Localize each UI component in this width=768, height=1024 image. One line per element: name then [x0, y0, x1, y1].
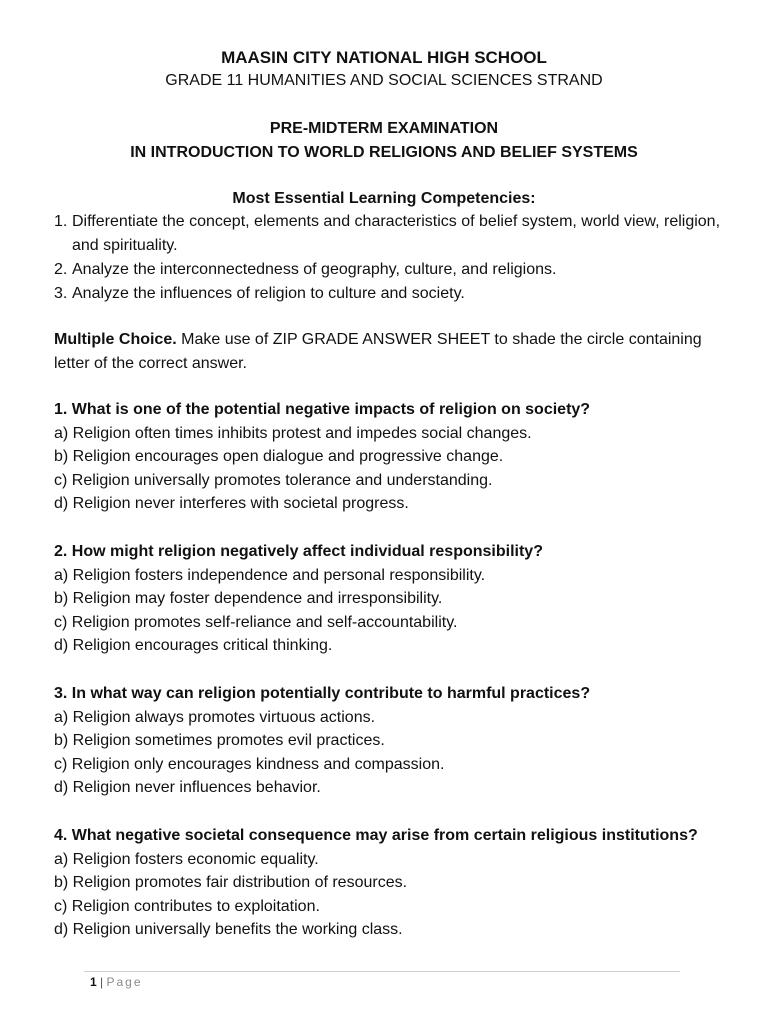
melc-title: Most Essential Learning Competencies: [232, 190, 536, 207]
question-block [54, 682, 714, 800]
answer-option: c) Religion contributes to exploitation. [54, 897, 320, 915]
exam-title: PRE-MIDTERM EXAMINATION [269, 120, 499, 137]
question-stem: 1. What is one of the potential negative impacts of religion on society? [54, 401, 591, 418]
instructions-text: Make use of ZIP GRADE ANSWER SHEET to shade the circle containing letter of the correct answer. [54, 331, 702, 372]
answer-option: d) Religion never interferes with societal progress. [54, 495, 409, 512]
melc-item-number: 3. [54, 285, 68, 302]
answer-option: a) Religion always promotes virtuous actions. [54, 708, 376, 726]
question-stem: 3. In what way can religion potentially contribute to harmful practices? [54, 685, 591, 702]
question-block [54, 398, 714, 516]
answer-option: b) Religion may foster dependence and irresponsibility. [54, 590, 443, 607]
question-block [54, 824, 714, 942]
melc-item-text: Differentiate the concept, elements and characteristics of belief system, world view, religion, and spirituality. [72, 213, 721, 254]
question-stem: 4. What negative societal consequence may arise from certain religious institutions? [54, 827, 698, 844]
answer-option: d) Religion universally benefits the working class. [54, 921, 403, 938]
exam-subject: IN INTRODUCTION TO WORLD RELIGIONS AND BELIEF SYSTEMS [130, 144, 638, 161]
melc-item-text: Analyze the influences of religion to culture and society. [72, 285, 465, 302]
page-number: 1 [90, 975, 97, 989]
footer-divider [84, 971, 680, 972]
answer-option: d) Religion never influences behavior. [54, 779, 321, 796]
melc-item-number: 2. [54, 261, 68, 278]
page-label: Page [106, 975, 143, 989]
answer-option: c) Religion only encourages kindness and compassion. [54, 755, 445, 773]
page-footer [90, 974, 143, 990]
strand-name: GRADE 11 HUMANITIES AND SOCIAL SCIENCES STRAND [165, 72, 603, 89]
school-name: MAASIN CITY NATIONAL HIGH SCHOOL [221, 48, 547, 67]
melc-list [54, 210, 734, 306]
melc-item [54, 210, 734, 258]
melc-item-text: Analyze the interconnectedness of geography, culture, and religions. [72, 261, 557, 278]
answer-option: b) Religion encourages open dialogue and progressive change. [54, 448, 504, 465]
melc-item [54, 282, 734, 306]
answer-option: a) Religion fosters independence and personal responsibility. [54, 566, 486, 584]
answer-option: c) Religion promotes self-reliance and self-accountability. [54, 613, 458, 631]
answer-option: c) Religion universally promotes tolerance and understanding. [54, 471, 493, 489]
answer-option: a) Religion fosters economic equality. [54, 850, 319, 868]
melc-item [54, 258, 734, 282]
question-block [54, 540, 714, 658]
instructions-label: Multiple Choice. [54, 331, 177, 348]
answer-option: b) Religion sometimes promotes evil practices. [54, 732, 385, 749]
melc-item-number: 1. [54, 213, 68, 230]
footer-separator: | [100, 975, 104, 989]
answer-option: d) Religion encourages critical thinking. [54, 637, 333, 654]
question-stem: 2. How might religion negatively affect individual responsibility? [54, 543, 543, 560]
answer-option: a) Religion often times inhibits protest and impedes social changes. [54, 424, 532, 442]
instructions [54, 328, 714, 376]
answer-option: b) Religion promotes fair distribution of resources. [54, 874, 408, 891]
